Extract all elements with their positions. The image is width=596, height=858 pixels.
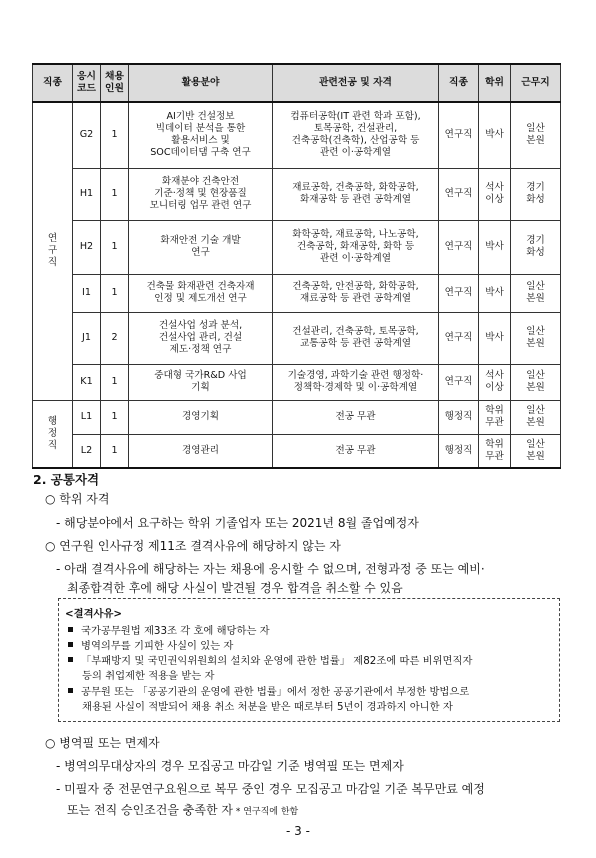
- cell-job: 연구직: [439, 364, 479, 400]
- cell-job: 행정직: [439, 434, 479, 468]
- cell-job: 연구직: [439, 312, 479, 364]
- cell-count: 1: [101, 434, 129, 468]
- box-title: <결격사유>: [65, 608, 123, 620]
- cell-job: 행정직: [439, 400, 479, 434]
- cell-loc: 경기 화성: [511, 168, 561, 220]
- cell-degree: 박사: [479, 220, 511, 274]
- square-bullet-icon: [68, 657, 73, 662]
- cell-job: 연구직: [439, 168, 479, 220]
- table-header-cell: 학위: [479, 64, 511, 102]
- table-header-row: [33, 64, 561, 102]
- square-bullet-icon: [68, 688, 73, 693]
- box-item: 공무원 또는 「공공기관의 운영에 관한 법률」에서 정한 공공기관에서 부정한 방법으로 채용된 사실이 적발되어 채용 취소 처분을 받은 때로부터 5년이 경과하지 아니한 자: [68, 685, 556, 715]
- cell-job: 연구직: [439, 274, 479, 312]
- military-item-2: - 미필자 중 전문연구요원으로 복무 중인 경우 모집공고 마감일 기준 복무만료 예정: [56, 782, 485, 796]
- degree-item: - 해당분야에서 요구하는 학위 기졸업자 또는 2021년 8월 졸업예정자: [56, 516, 419, 530]
- cell-code: K1: [73, 364, 101, 400]
- cell-count: 1: [101, 274, 129, 312]
- cell-code: G2: [73, 102, 101, 168]
- cell-loc: 일산 본원: [511, 102, 561, 168]
- table-row: [33, 400, 561, 434]
- table-header-cell: 직종: [33, 64, 73, 102]
- table-body: [33, 102, 561, 468]
- table-row: [33, 274, 561, 312]
- cell-code: I1: [73, 274, 101, 312]
- cell-degree: 석사 이상: [479, 168, 511, 220]
- cell-degree: 학위 무관: [479, 434, 511, 468]
- military-title: ○ 병역필 또는 면제자: [45, 736, 160, 750]
- cell-code: H2: [73, 220, 101, 274]
- disqualification-item-line1: - 아래 결격사유에 해당하는 자는 채용에 응시할 수 없으며, 전형과정 중 또는 예비·: [56, 562, 485, 576]
- disqualification-box: [58, 598, 560, 722]
- table-row: [33, 168, 561, 220]
- cell-count: 1: [101, 102, 129, 168]
- section-title: 2. 공통자격: [33, 472, 100, 487]
- cell-field: 중대형 국가R&D 사업 기획: [129, 364, 273, 400]
- cell-code: H1: [73, 168, 101, 220]
- recruit-table: [32, 63, 561, 469]
- cell-field: 화재분야 건축안전 기준·정책 및 현장품질 모니터링 업무 관련 연구: [129, 168, 273, 220]
- square-bullet-icon: [68, 642, 73, 647]
- cell-degree: 박사: [479, 102, 511, 168]
- table-row: [33, 220, 561, 274]
- box-item: 국가공무원법 제33조 각 호에 해당하는 자: [68, 624, 556, 639]
- cell-field: 건설사업 성과 분석, 건설사업 관리, 건설 제도·정책 연구: [129, 312, 273, 364]
- page-number: - 3 -: [286, 824, 310, 838]
- table-row: [33, 312, 561, 364]
- cell-loc: 경기 화성: [511, 220, 561, 274]
- table-header-cell: 채용 인원: [101, 64, 129, 102]
- cell-field: 화재안전 기술 개발 연구: [129, 220, 273, 274]
- cell-loc: 일산 본원: [511, 400, 561, 434]
- cell-degree: 박사: [479, 312, 511, 364]
- table-header-cell: 직종: [439, 64, 479, 102]
- cell-major: 화학공학, 재료공학, 나노공학, 건축공학, 화재공학, 화학 등 관련 이·공학계열: [273, 220, 439, 274]
- job-group-cell: 연 구 직: [33, 102, 73, 400]
- cell-field: 경영기획: [129, 400, 273, 434]
- table-row: [33, 364, 561, 400]
- box-item: 병역의무를 기피한 사실이 있는 자: [68, 639, 556, 654]
- cell-loc: 일산 본원: [511, 312, 561, 364]
- cell-field: AI기반 건설정보 빅데이터 분석을 통한 활용서비스 및 SOC데이터댐 구축 연구: [129, 102, 273, 168]
- box-item: 「부패방지 및 국민권익위원회의 설치와 운영에 관한 법률」 제82조에 따른 비위면직자 등의 취업제한 적용을 받는 자: [68, 654, 556, 684]
- cell-degree: 석사 이상: [479, 364, 511, 400]
- cell-major: 건축공학, 안전공학, 화학공학, 재료공학 등 관련 공학계열: [273, 274, 439, 312]
- military-item-1: - 병역의무대상자의 경우 모집공고 마감일 기준 병역필 또는 면제자: [56, 759, 404, 773]
- cell-count: 1: [101, 400, 129, 434]
- cell-code: L2: [73, 434, 101, 468]
- cell-loc: 일산 본원: [511, 274, 561, 312]
- cell-code: L1: [73, 400, 101, 434]
- cell-major: 재료공학, 건축공학, 화학공학, 화재공학 등 관련 공학계열: [273, 168, 439, 220]
- cell-count: 1: [101, 220, 129, 274]
- cell-major: 컴퓨터공학(IT 관련 학과 포함), 토목공학, 건설관리, 건축공학(건축학), 산업공학 등 관련 이·공학계열: [273, 102, 439, 168]
- cell-field: 건축물 화재관련 건축자재 인정 및 제도개선 연구: [129, 274, 273, 312]
- table-header-cell: 근무지: [511, 64, 561, 102]
- disqualification-item-line2: 최종합격한 후에 해당 사실이 발견될 경우 합격을 취소할 수 있음: [67, 581, 403, 595]
- table-row: [33, 434, 561, 468]
- table-header-cell: 활용분야: [129, 64, 273, 102]
- cell-major: 전공 무관: [273, 400, 439, 434]
- job-group-cell: 행 정 직: [33, 400, 73, 468]
- cell-count: 2: [101, 312, 129, 364]
- cell-loc: 일산 본원: [511, 364, 561, 400]
- cell-count: 1: [101, 168, 129, 220]
- disqualification-title: ○ 연구원 인사규정 제11조 결격사유에 해당하지 않는 자: [45, 539, 341, 553]
- table-row: [33, 102, 561, 168]
- cell-job: 연구직: [439, 220, 479, 274]
- cell-code: J1: [73, 312, 101, 364]
- cell-count: 1: [101, 364, 129, 400]
- military-item-3: 또는 전직 승인조건을 충족한 자 * 연구직에 한함: [67, 803, 299, 817]
- cell-major: 건설관리, 건축공학, 토목공학, 교통공학 등 관련 공학계열: [273, 312, 439, 364]
- square-bullet-icon: [68, 627, 73, 632]
- cell-job: 연구직: [439, 102, 479, 168]
- cell-major: 기술경영, 과학기술 관련 행정학· 정책학·경제학 및 이·공학계열: [273, 364, 439, 400]
- cell-loc: 일산 본원: [511, 434, 561, 468]
- degree-title: ○ 학위 자격: [45, 492, 110, 506]
- table-header-cell: 응시 코드: [73, 64, 101, 102]
- cell-degree: 박사: [479, 274, 511, 312]
- table-header-cell: 관련전공 및 자격: [273, 64, 439, 102]
- cell-major: 전공 무관: [273, 434, 439, 468]
- military-note: * 연구직에 한함: [232, 807, 299, 817]
- cell-field: 경영관리: [129, 434, 273, 468]
- cell-degree: 학위 무관: [479, 400, 511, 434]
